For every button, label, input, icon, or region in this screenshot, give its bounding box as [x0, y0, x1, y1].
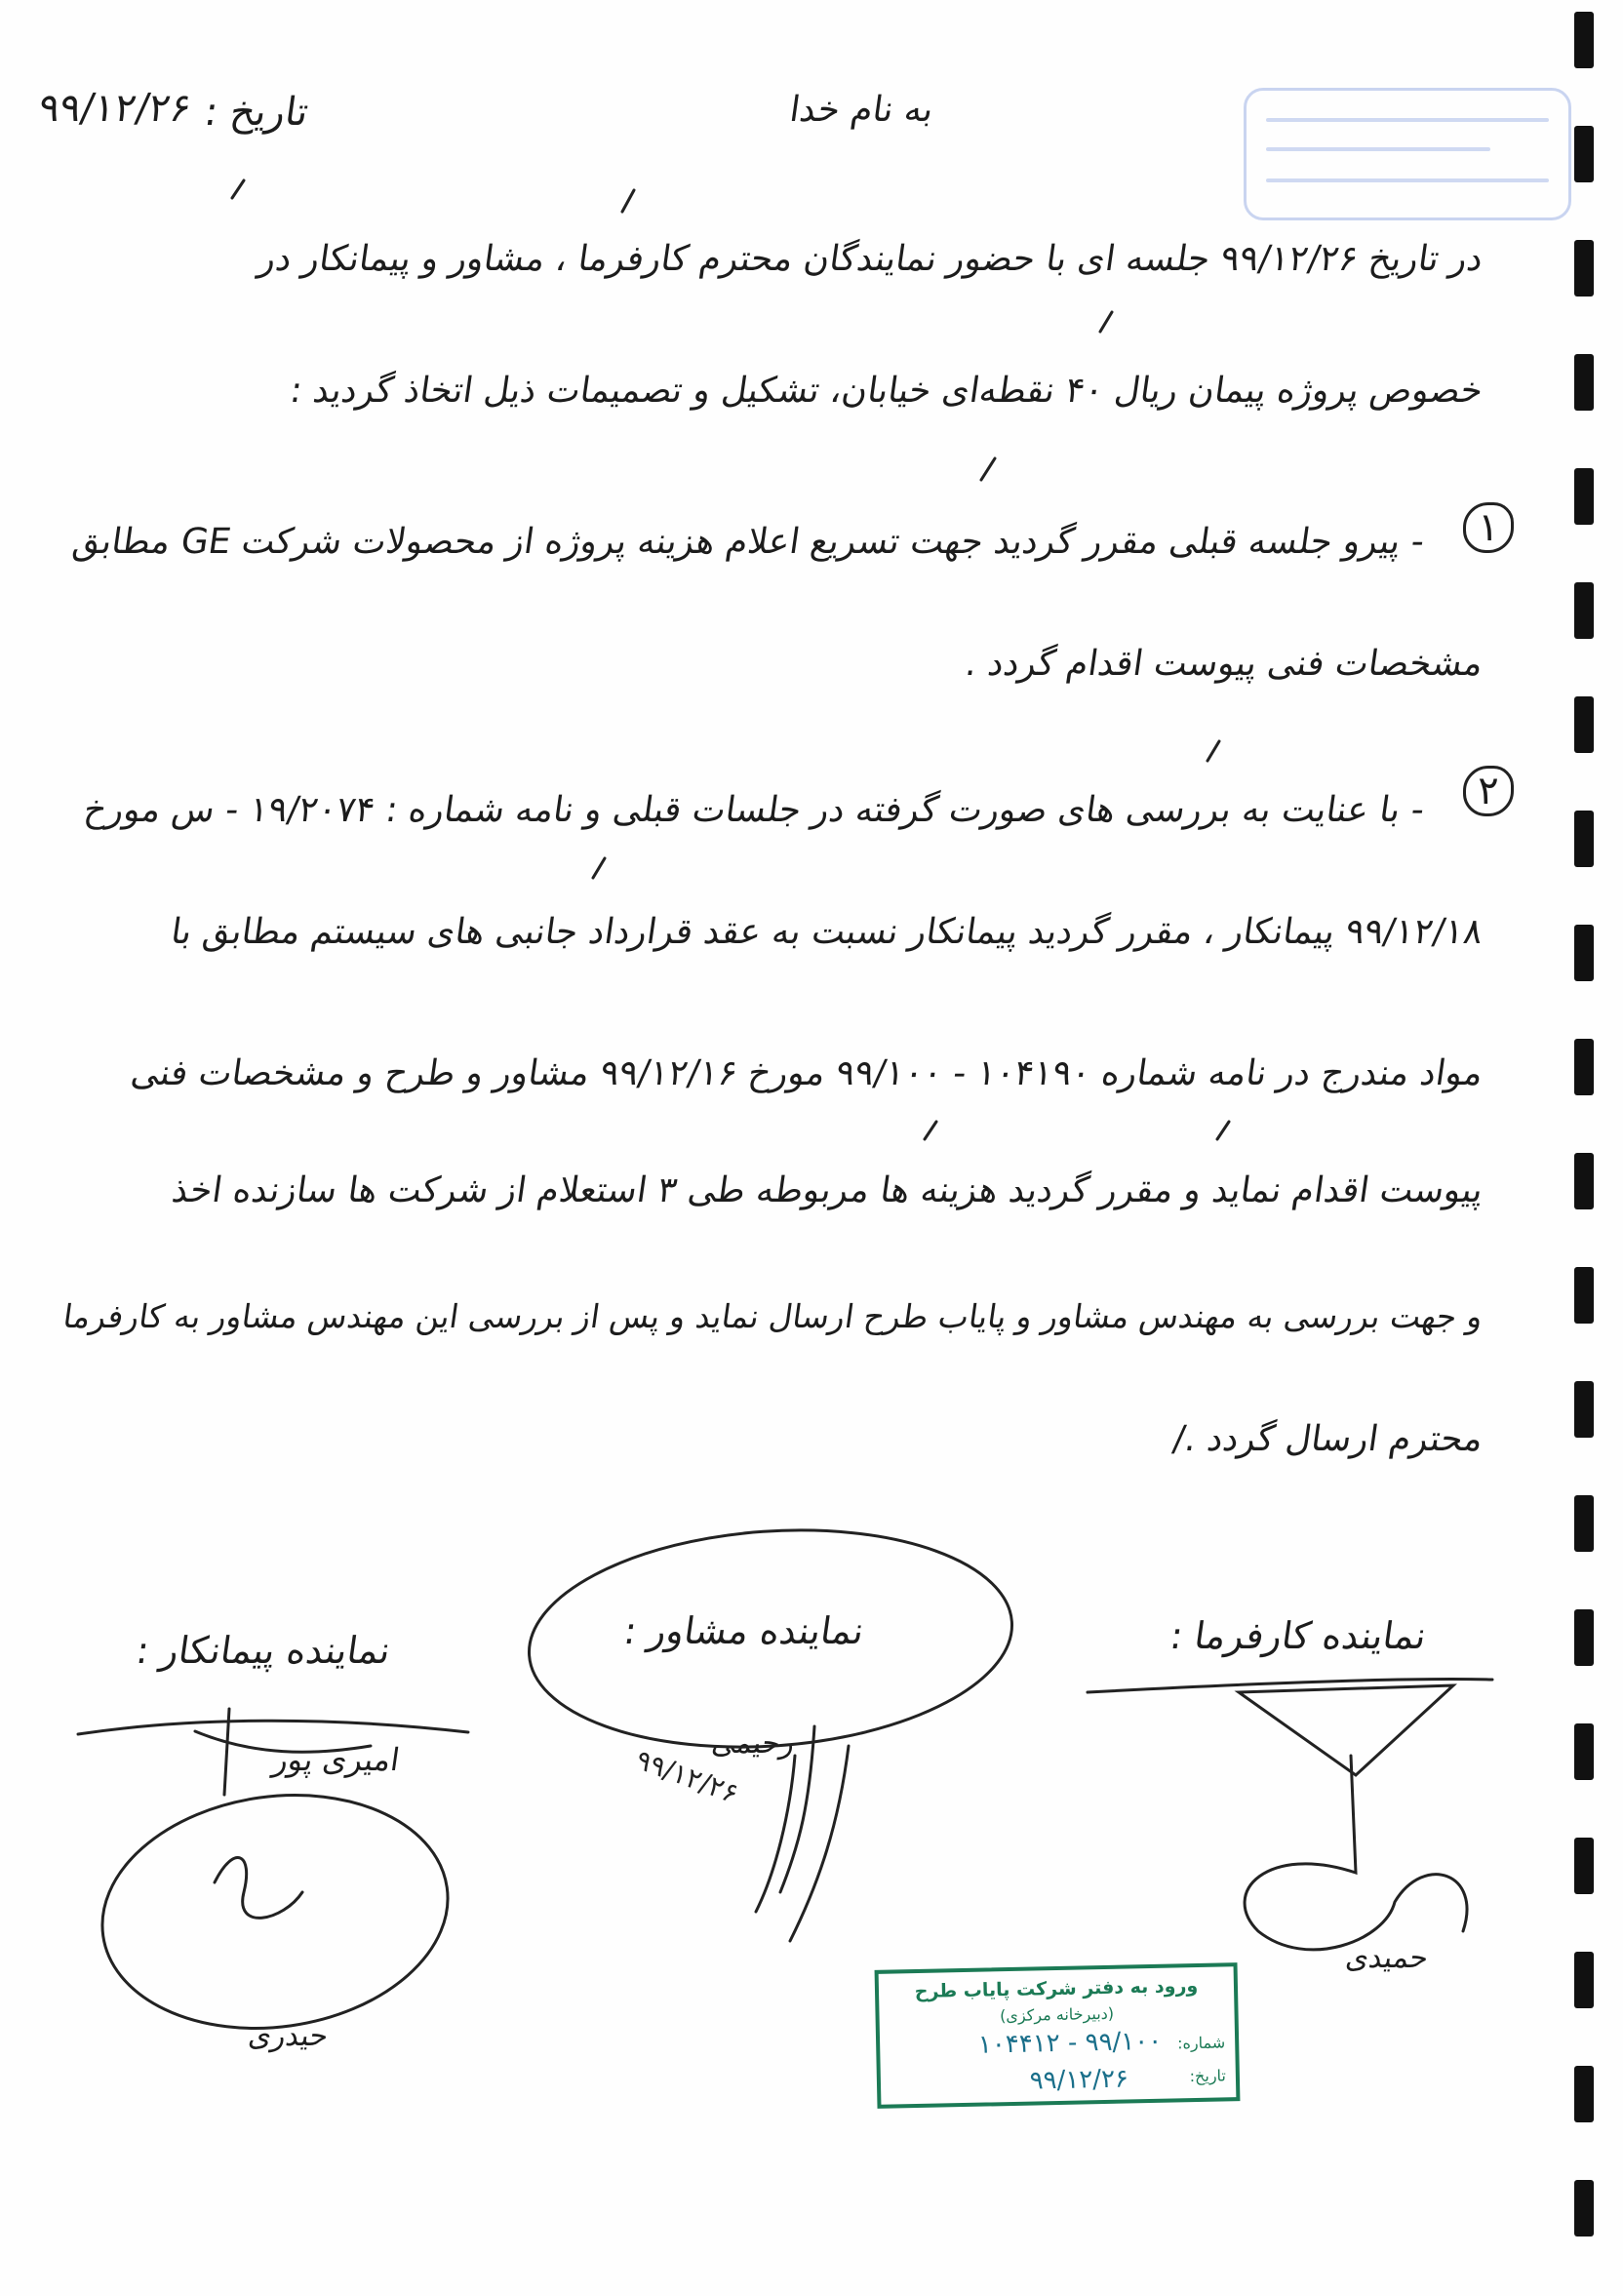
body-line-10: محترم ارسال گردد ./ [1169, 1419, 1485, 1459]
employer-representative-label: نماینده کارفرما : [1167, 1614, 1430, 1657]
stamp-date-value: ۹۹/۱۲/۲۶ [1029, 2064, 1129, 2096]
body-line-4: مشخصات فنی پیوست اقدام گردد . [963, 644, 1485, 684]
body-line-8: پیوست اقدام نماید و مقرر گردید هزینه ها مربوطه طی ۳ استعلام از شرکت ها سازنده اخذ [169, 1170, 1485, 1210]
body-line-9: و جهت بررسی به مهندس مشاور و پایاب طرح ارسال نماید و پس از بررسی این مهندس مشاور به کارفرما [60, 1297, 1485, 1335]
consultant-representative-label: نماینده مشاور : [620, 1609, 867, 1652]
basmala-heading: به نام خدا [787, 90, 936, 130]
stamp-number-label: شماره: [1176, 2033, 1226, 2053]
contractor-signer-name-2: حیدری [246, 2019, 331, 2053]
employer-signer-name: حمیدی [1343, 1941, 1431, 1975]
body-line-7: مواد مندرج در نامه شماره ۱۰۴۱۹۰ - ۹۹/۱۰۰ مورخ ۹۹/۱۲/۱۶ مشاور و طرح و مشخصات فنی [128, 1053, 1485, 1093]
stamp-subtitle: (دبیرخانه مرکزی) [999, 2003, 1115, 2026]
contractor-signer-name-1: امیری پور [270, 1741, 403, 1778]
body-line-3: - پیرو جلسه قبلی مقرر گردید جهت تسریع اعلام هزینه پروژه از محصولات شرکت GE مطابق [69, 522, 1427, 562]
date-label: تاریخ : [201, 90, 312, 135]
date-value: ۹۹/۱۲/۲۶ [35, 86, 195, 131]
consultant-signature-date: ۹۹/۱۲/۲۶ [631, 1743, 743, 1810]
body-line-1: در تاریخ ۹۹/۱۲/۲۶ جلسه ای با حضور نمایندگان محترم کارفرما ، مشاور و پیمانکار در [256, 239, 1485, 279]
stamp-number-value: ۱۰۴۴۱۲ - ۹۹/۱۰۰ [977, 2026, 1163, 2060]
contractor-representative-label: نماینده پیمانکار : [133, 1629, 394, 1672]
body-line-2: خصوص پروژه پیمان ریال ۴۰ نقطه‌ای خیابان، تشکیل و تصمیمات ذیل اتخاذ گردید : [287, 371, 1485, 411]
consultant-signer-name: رحیمی [709, 1726, 797, 1761]
item-number-2: ۲ [1463, 766, 1514, 816]
body-line-6: ۹۹/۱۲/۱۸ پیمانکار ، مقرر گردید پیمانکار نسبت به عقد قرارداد جانبی های سیستم مطابق با [168, 912, 1485, 952]
body-line-5: - با عنایت به بررسی های صورت گرفته در جلسات قبلی و نامه شماره : ۱۹/۲۰۷۴ - س مورخ [81, 790, 1427, 830]
item-number-1: ۱ [1463, 502, 1514, 553]
stamp-title: ورود به دفتر شرکت پایاب طرح [914, 1974, 1199, 2003]
office-entry-stamp [875, 1962, 1241, 2109]
stamp-date-label: تاریخ: [1189, 2066, 1227, 2086]
